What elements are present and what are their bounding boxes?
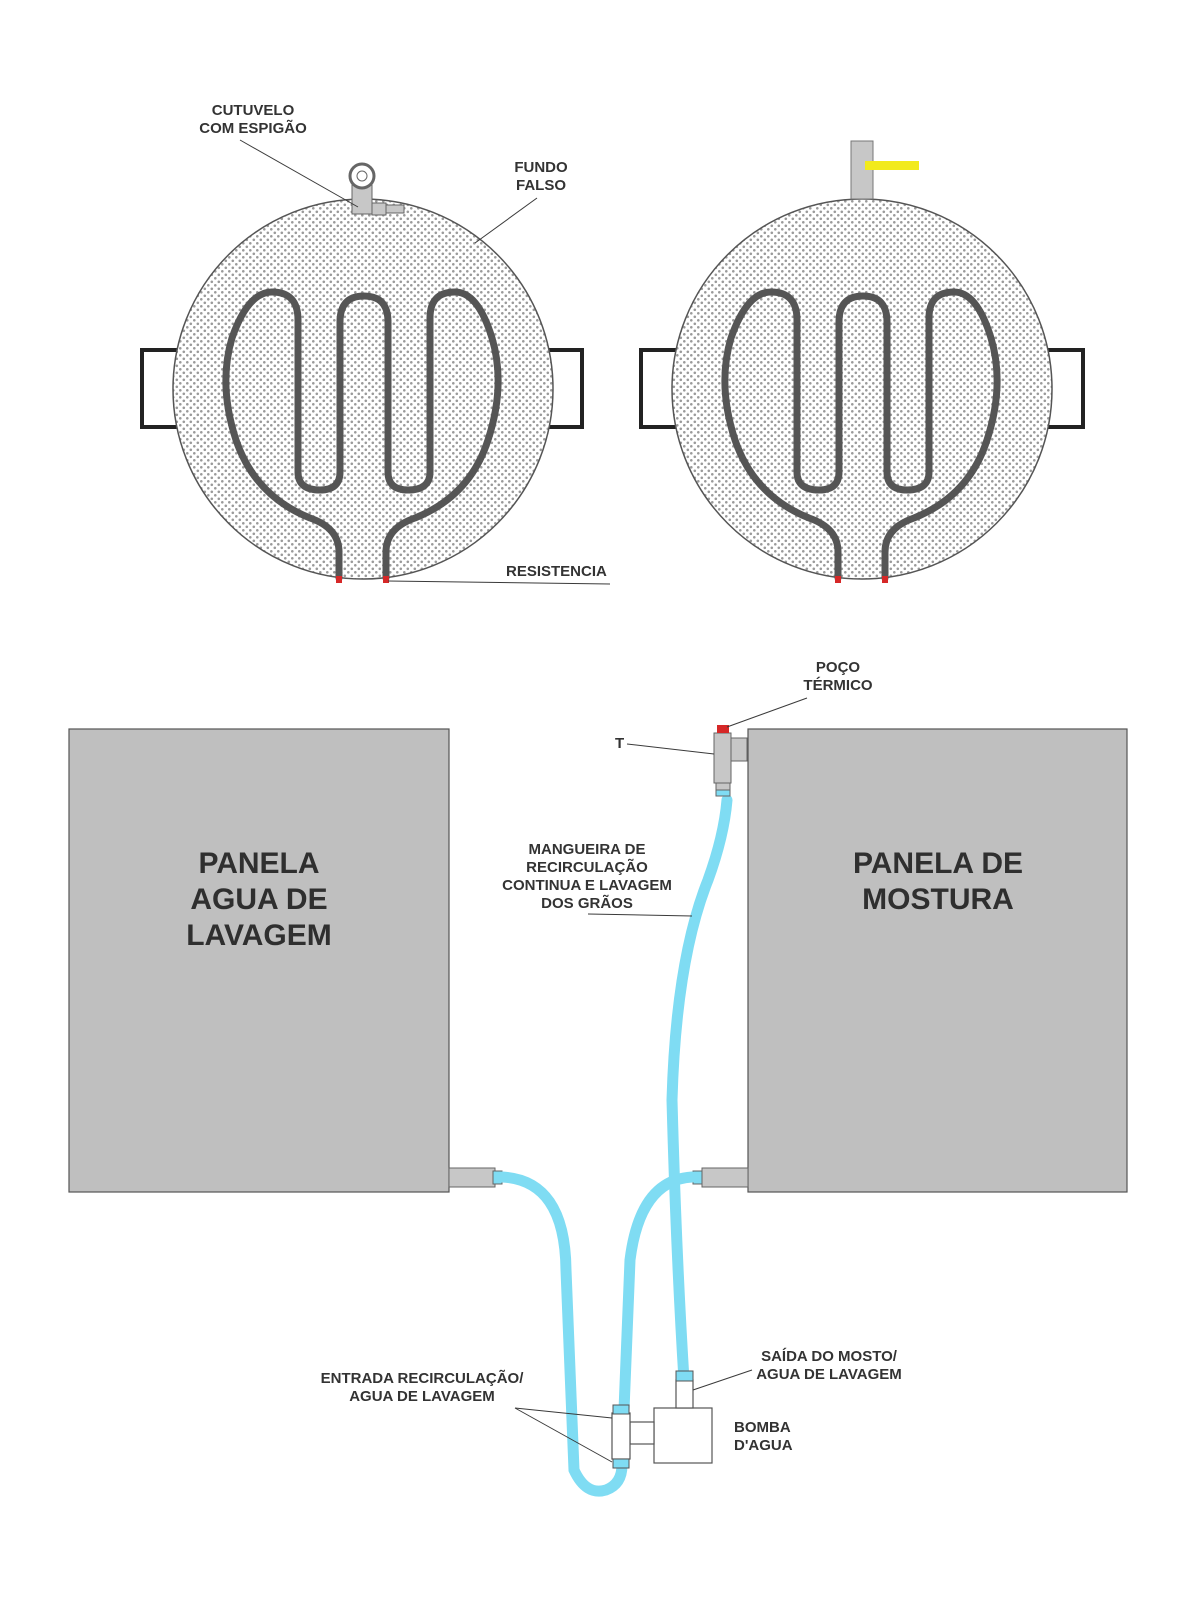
svg-text:SAÍDA DO MOSTO/: SAÍDA DO MOSTO/: [761, 1348, 897, 1365]
mash-tank: [748, 729, 1127, 1192]
wash-tank-outlet: [449, 1168, 502, 1187]
pump-connector: [630, 1422, 654, 1444]
svg-text:FUNDO: FUNDO: [514, 159, 568, 176]
svg-text:PANELA: PANELA: [198, 847, 320, 880]
tee-fitting: [714, 725, 747, 796]
mash-tank-outlet: [693, 1168, 748, 1187]
svg-text:FALSO: FALSO: [515, 177, 567, 194]
hose-wash-to-pump: [502, 1177, 622, 1491]
svg-text:COM ESPIGÃO: COM ESPIGÃO: [199, 120, 307, 137]
svg-text:PANELA DE: PANELA DE: [852, 847, 1024, 880]
terminal-left: [336, 576, 342, 583]
wash-tank-title: [186, 847, 332, 952]
valve-handle-yellow: [865, 161, 919, 170]
svg-text:D'AGUA: D'AGUA: [734, 1437, 793, 1454]
svg-text:CONTINUA E LAVAGEM: CONTINUA E LAVAGEM: [502, 877, 672, 894]
label-recirculation-hose: [502, 841, 692, 916]
terminal-right: [383, 576, 389, 583]
svg-text:DOS GRÃOS: DOS GRÃOS: [541, 895, 633, 912]
svg-text:T: T: [615, 735, 625, 752]
svg-text:LAVAGEM: LAVAGEM: [186, 919, 332, 952]
label-thermowell: [727, 659, 873, 727]
terminal-left: [835, 576, 841, 583]
label-tee: [615, 735, 714, 754]
pump-outlet-stem: [676, 1380, 693, 1408]
pot-top-view-right: [641, 141, 1083, 583]
svg-text:AGUA DE LAVAGEM: AGUA DE LAVAGEM: [349, 1388, 495, 1405]
svg-text:CUTUVELO: CUTUVELO: [211, 102, 295, 119]
recirculation-hose: [672, 800, 727, 1380]
elbow-barb-fitting: [350, 164, 404, 215]
pump-body: [654, 1408, 712, 1463]
svg-text:TÉRMICO: TÉRMICO: [803, 677, 873, 694]
svg-text:AGUA DE: AGUA DE: [190, 883, 328, 916]
pot-top-view-left: [142, 164, 582, 583]
label-elbow: [199, 102, 358, 207]
label-false-bottom: [475, 159, 568, 243]
pump-inlet-tee: [612, 1413, 630, 1459]
terminal-right: [882, 576, 888, 583]
svg-text:BOMBA: BOMBA: [734, 1419, 791, 1436]
svg-text:MANGUEIRA DE: MANGUEIRA DE: [528, 841, 646, 858]
thermowell-cap: [717, 725, 729, 733]
svg-text:ENTRADA RECIRCULAÇÃO/: ENTRADA RECIRCULAÇÃO/: [320, 1370, 524, 1387]
wash-water-tank: [69, 729, 449, 1192]
label-pump: [734, 1419, 793, 1454]
svg-text:RECIRCULAÇÃO: RECIRCULAÇÃO: [526, 859, 648, 876]
svg-text:AGUA DE LAVAGEM: AGUA DE LAVAGEM: [756, 1366, 902, 1383]
svg-text:MOSTURA: MOSTURA: [862, 883, 1014, 916]
label-outlet: [693, 1348, 902, 1390]
svg-text:RESISTENCIA: RESISTENCIA: [506, 563, 607, 580]
svg-text:POÇO: POÇO: [815, 659, 861, 676]
